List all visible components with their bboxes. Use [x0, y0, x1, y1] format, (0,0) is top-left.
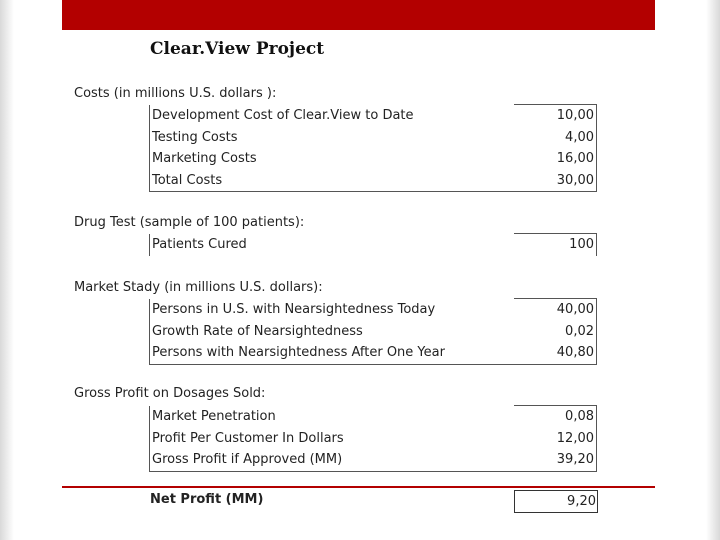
row-value: 40,80: [556, 345, 594, 360]
row-value: 0,08: [565, 409, 594, 424]
row-value: 40,00: [556, 302, 594, 317]
row-label: Market Penetration: [152, 409, 276, 424]
row-label: Marketing Costs: [152, 151, 257, 166]
row-label: Persons with Nearsightedness After One Year: [152, 345, 445, 360]
row-value: 10,00: [556, 108, 594, 123]
row-value: 4,00: [565, 129, 594, 145]
row-label: Testing Costs: [152, 129, 238, 145]
row-label: Development Cost of Clear.View to Date: [152, 108, 414, 123]
gross-profit-value-column: [514, 405, 597, 471]
section-heading-drug-test: Drug Test (sample of 100 patients):: [74, 215, 305, 230]
row-value: 12,00: [556, 430, 594, 446]
row-value: 30,00: [556, 172, 594, 188]
costs-value-column: [514, 104, 597, 191]
section-heading-gross-profit: Gross Profit on Dosages Sold:: [74, 386, 266, 401]
row-value: 16,00: [556, 151, 594, 166]
row-value: 39,20: [556, 452, 594, 467]
market-value-column: [514, 298, 597, 364]
drug-test-value-column: [514, 233, 597, 256]
left-edge-shadow: [0, 0, 14, 540]
red-divider: [62, 486, 655, 488]
row-value: 0,02: [565, 323, 594, 339]
row-label: Profit Per Customer In Dollars: [152, 430, 344, 446]
section-heading-costs: Costs (in millions U.S. dollars ):: [74, 86, 277, 101]
row-label: Total Costs: [152, 172, 223, 188]
net-profit-label: Net Profit (MM): [150, 492, 264, 507]
right-edge-shadow: [706, 0, 720, 540]
row-value: 100: [569, 237, 594, 252]
header-band: [62, 0, 655, 30]
net-profit-value: 9,20: [514, 490, 598, 513]
section-heading-market-study: Market Stady (in millions U.S. dollars):: [74, 280, 323, 295]
row-label: Patients Cured: [152, 237, 247, 252]
row-label: Persons in U.S. with Nearsightedness Today: [152, 302, 436, 317]
row-label: Gross Profit if Approved (MM): [152, 452, 343, 467]
page-title: Clear.View Project: [150, 39, 325, 59]
row-label: Growth Rate of Nearsightedness: [152, 323, 363, 339]
